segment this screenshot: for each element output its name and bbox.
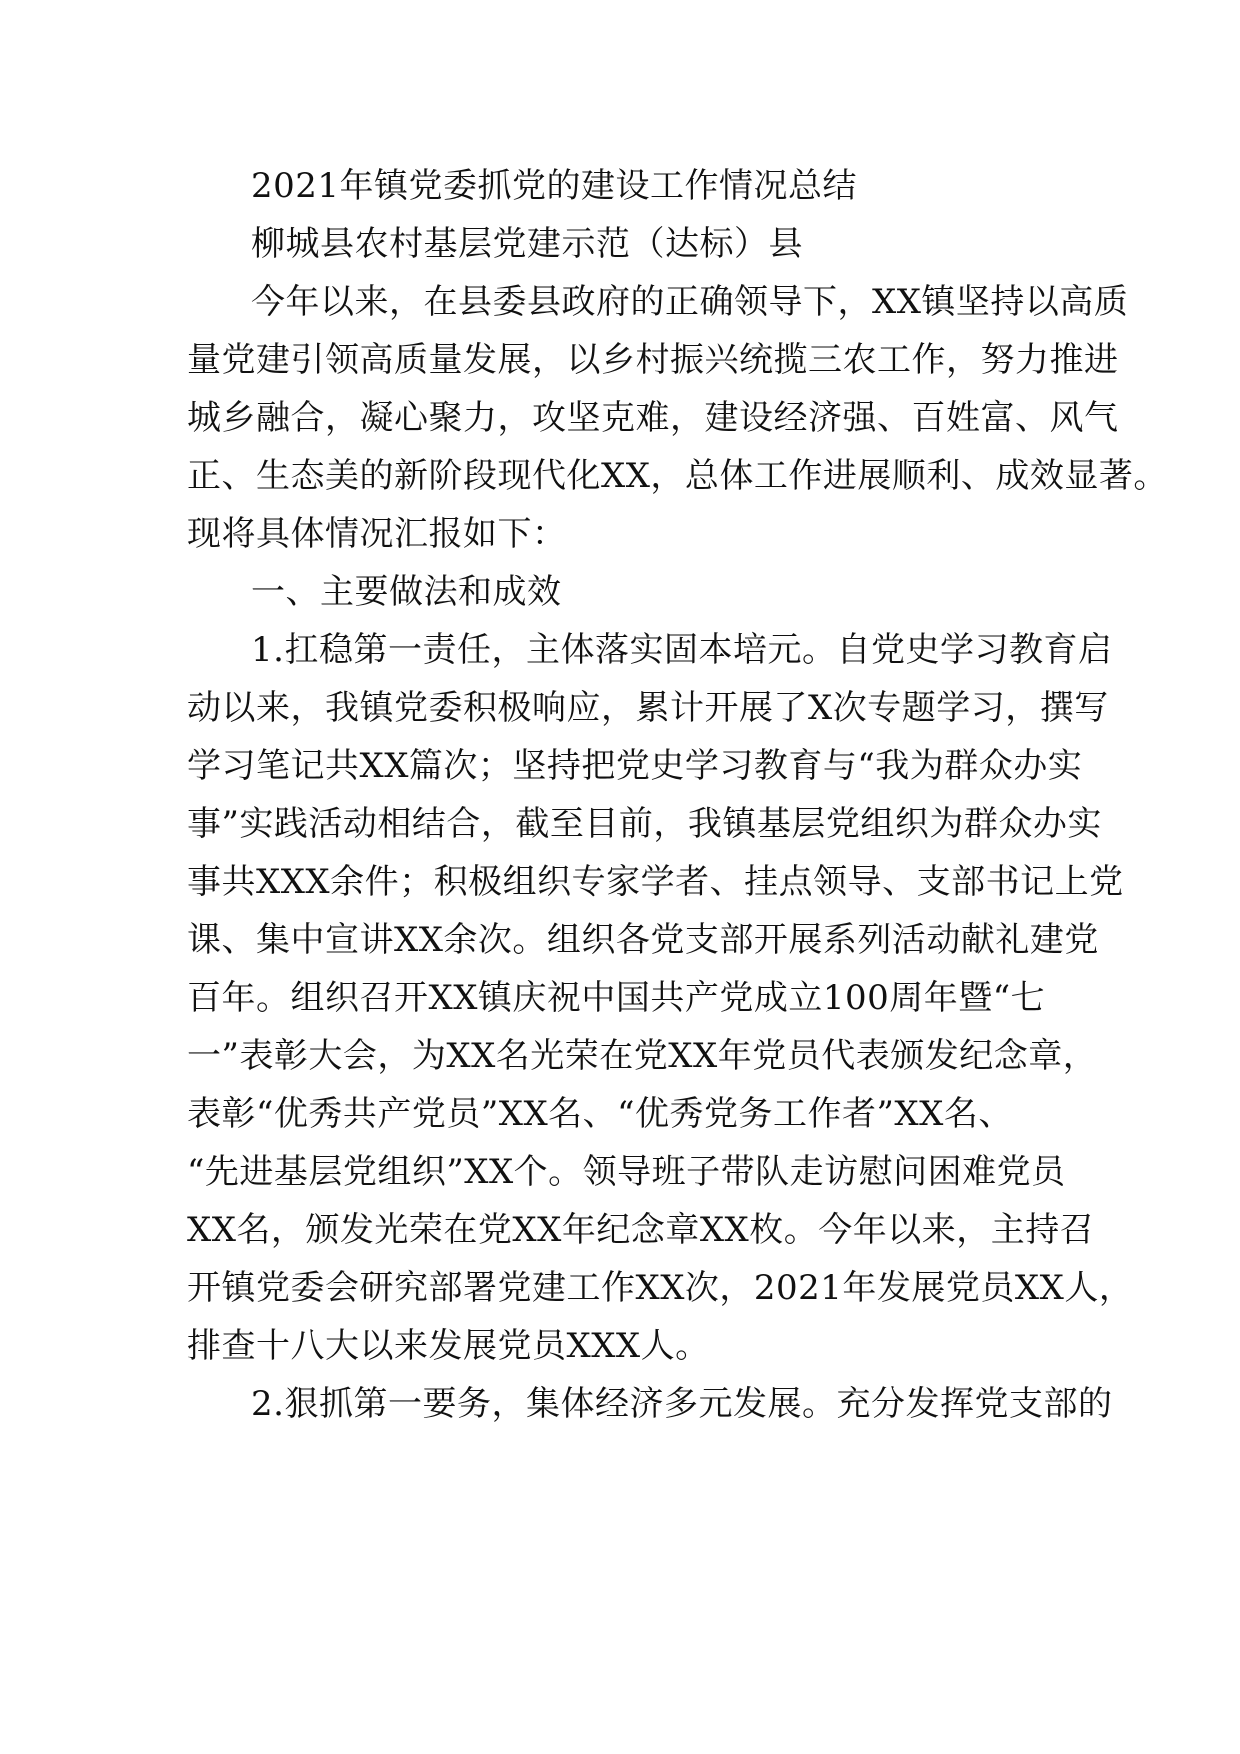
paragraph-1-line: 学习笔记共XX篇次；坚持把党史学习教育与“我为群众办实: [187, 746, 1083, 786]
paragraph-1-line: 1.扛稳第一责任，主体落实固本培元。自党史学习教育启: [251, 630, 1113, 670]
paragraph-1-line: 事共XXX余件；积极组织专家学者、挂点领导、支部书记上党: [187, 862, 1124, 902]
paragraph-1-line: 百年。组织召开XX镇庆祝中国共产党成立100周年暨“七: [187, 978, 1046, 1018]
paragraph-1-line: 一”表彰大会，为XX名光荣在党XX年党员代表颁发纪念章，: [187, 1036, 1098, 1076]
paragraph-1-line: 排查十八大以来发展党员XXX人。: [187, 1326, 710, 1366]
paragraph-1-line: 课、集中宣讲XX余次。组织各党支部开展系列活动献礼建党: [187, 920, 1099, 960]
document-title: 2021年镇党委抓党的建设工作情况总结: [251, 166, 858, 206]
paragraph-1-line: 事”实践活动相结合，截至目前，我镇基层党组织为群众办实: [187, 804, 1102, 844]
paragraph-1-line: 开镇党委会研究部署党建工作XX次，2021年发展党员XX人，: [187, 1268, 1134, 1308]
paragraph-2-line: 2.狠抓第一要务，集体经济多元发展。充分发挥党支部的: [251, 1384, 1113, 1424]
paragraph-1-line: “先进基层党组织”XX个。领导班子带队走访慰问困难党员: [187, 1152, 1066, 1192]
intro-line: 量党建引领高质量发展，以乡村振兴统揽三农工作，努力推进: [187, 340, 1119, 380]
intro-line: 今年以来，在县委县政府的正确领导下，XX镇坚持以高质: [251, 282, 1129, 322]
intro-line: 现将具体情况汇报如下：: [187, 514, 567, 554]
section-heading: 一、主要做法和成效: [251, 572, 562, 612]
paragraph-1-line: 动以来，我镇党委积极响应，累计开展了X次专题学习，撰写: [187, 688, 1109, 728]
document-subtitle: 柳城县农村基层党建示范（达标）县: [251, 224, 803, 264]
intro-line: 城乡融合，凝心聚力，攻坚克难，建设经济强、百姓富、风气: [187, 398, 1119, 438]
paragraph-1-line: XX名，颁发光荣在党XX年纪念章XX枚。今年以来，主持召: [187, 1210, 1095, 1250]
paragraph-1-line: 表彰“优秀共产党员”XX名、“优秀党务工作者”XX名、: [187, 1094, 1013, 1134]
intro-line: 正、生态美的新阶段现代化XX，总体工作进展顺利、成效显著。: [187, 456, 1168, 496]
